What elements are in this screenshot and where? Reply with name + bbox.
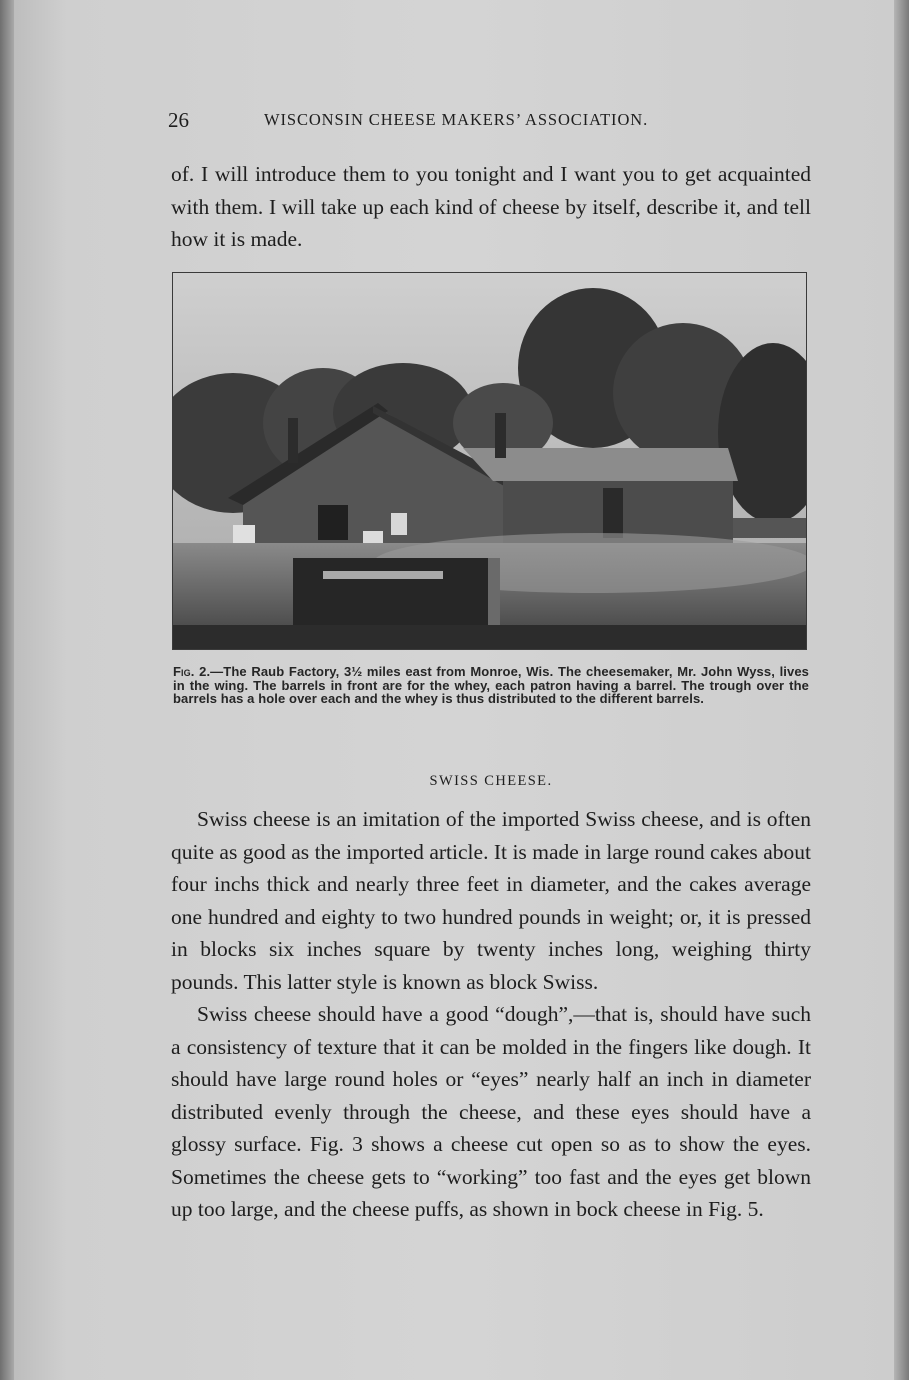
intro-paragraph: of. I will introduce them to you tonight and I want you to get acquainted with them. I will take up each kind of cheese by itself, describe it, and tell how it is made.: [171, 162, 811, 251]
book-page-edge: [894, 0, 909, 1380]
factory-photo-illustration: [173, 273, 806, 649]
intro-text: [171, 158, 811, 256]
factory-photograph: [172, 272, 807, 650]
section-body: [171, 803, 811, 1226]
running-header: [168, 108, 708, 138]
body-paragraph: Swiss cheese is an imitation of the imported Swiss cheese, and is often quite as good as the imported article. It is made in large round cakes about four inchs thick and nearly three feet in diameter, and the cakes average one hundred and eighty to two hundred pounds in weight; or, it is pressed in blocks six inches square by twenty inches long, weighing thirty pounds. This latter style is known as block Swiss.: [171, 807, 811, 994]
running-header-title: WISCONSIN CHEESE MAKERS’ ASSOCIATION.: [264, 110, 649, 129]
section-heading: SWISS CHEESE.: [429, 773, 553, 789]
figure-caption-label: Fig. 2.: [173, 664, 211, 679]
page-number: 26: [168, 108, 189, 132]
book-gutter-edge: [0, 0, 14, 1380]
figure-caption-text: —The Raub Factory, 3½ miles east from Monroe, Wis. The cheesemaker, Mr. John Wyss, lives in the wing. The barrels in front are for the whey, each patron having a barrel. The trough over the barrels has a hole over each and the whey is thus distributed to the different barrels.: [173, 664, 809, 707]
body-paragraph: Swiss cheese should have a good “dough”,—that is, should have such a consistency of texture that it can be molded in the fingers like dough. It should have large round holes or “eyes” nearly half an inch in diameter distributed evenly through the cheese, and these eyes should have a glossy surface. Fig. 3 shows a cheese cut open so as to show the eyes. Sometimes the cheese gets to “working” too fast and the eyes get blown up too large, and the cheese puffs, as shown in bock cheese in Fig. 5.: [171, 1002, 811, 1221]
figure-caption: [173, 665, 809, 706]
